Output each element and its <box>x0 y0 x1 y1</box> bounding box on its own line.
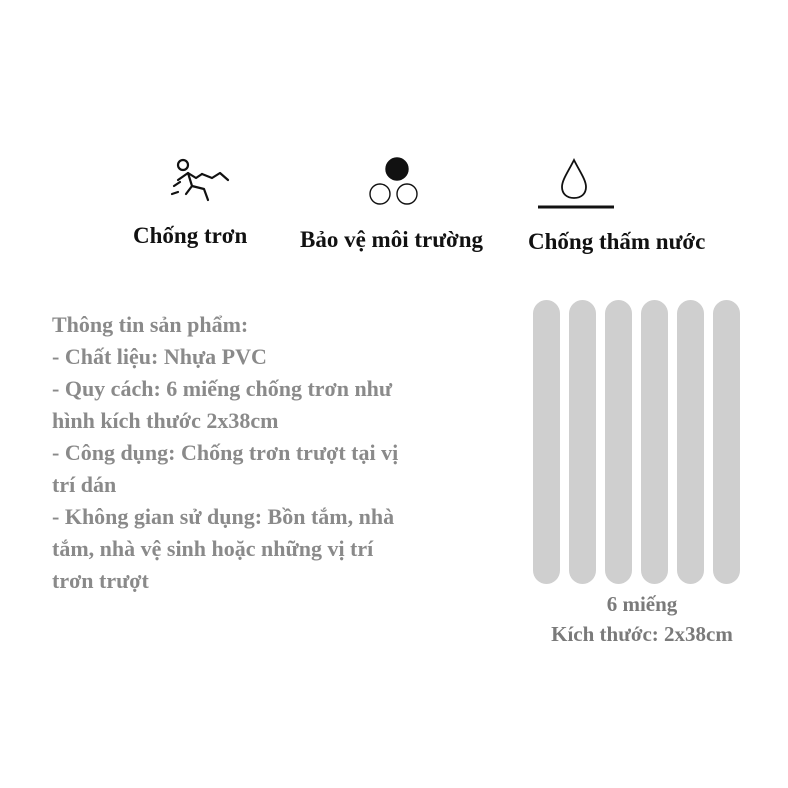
anti-slip-strip <box>533 300 560 584</box>
anti-slip-strip <box>605 300 632 584</box>
product-info-line: hình kích thước 2x38cm <box>52 408 279 433</box>
anti-slip-strip <box>677 300 704 584</box>
feature-label-waterproof: Chống thấm nước <box>528 229 706 254</box>
product-info-line: tắm, nhà vệ sinh hoặc những vị trí <box>52 536 374 561</box>
product-info-line: trơn trượt <box>52 568 149 593</box>
anti-slip-strip <box>641 300 668 584</box>
anti-slip-strip <box>569 300 596 584</box>
eco-circles-icon <box>366 156 426 210</box>
product-info <box>52 309 492 597</box>
feature-label-eco-friendly: Bảo vệ môi trường <box>300 227 484 252</box>
product-info-line: - Không gian sử dụng: Bồn tắm, nhà <box>52 504 395 529</box>
feature-label-anti-slip: Chống trơn <box>133 223 248 248</box>
slipping-person-icon <box>168 156 234 210</box>
product-info-heading: Thông tin sản phẩm: <box>52 312 249 337</box>
size-caption: Kích thước: 2x38cm <box>551 622 733 646</box>
anti-slip-strips-illustration <box>533 300 743 584</box>
anti-slip-strip <box>713 300 740 584</box>
water-drop-icon <box>534 154 618 212</box>
product-info-line: - Chất liệu: Nhựa PVC <box>52 344 267 369</box>
product-info-line: - Công dụng: Chống trơn trượt tại vị <box>52 440 399 465</box>
quantity-caption: 6 miếng <box>606 592 678 616</box>
product-info-line: - Quy cách: 6 miếng chống trơn như <box>52 376 393 401</box>
product-info-line: trí dán <box>52 472 117 497</box>
